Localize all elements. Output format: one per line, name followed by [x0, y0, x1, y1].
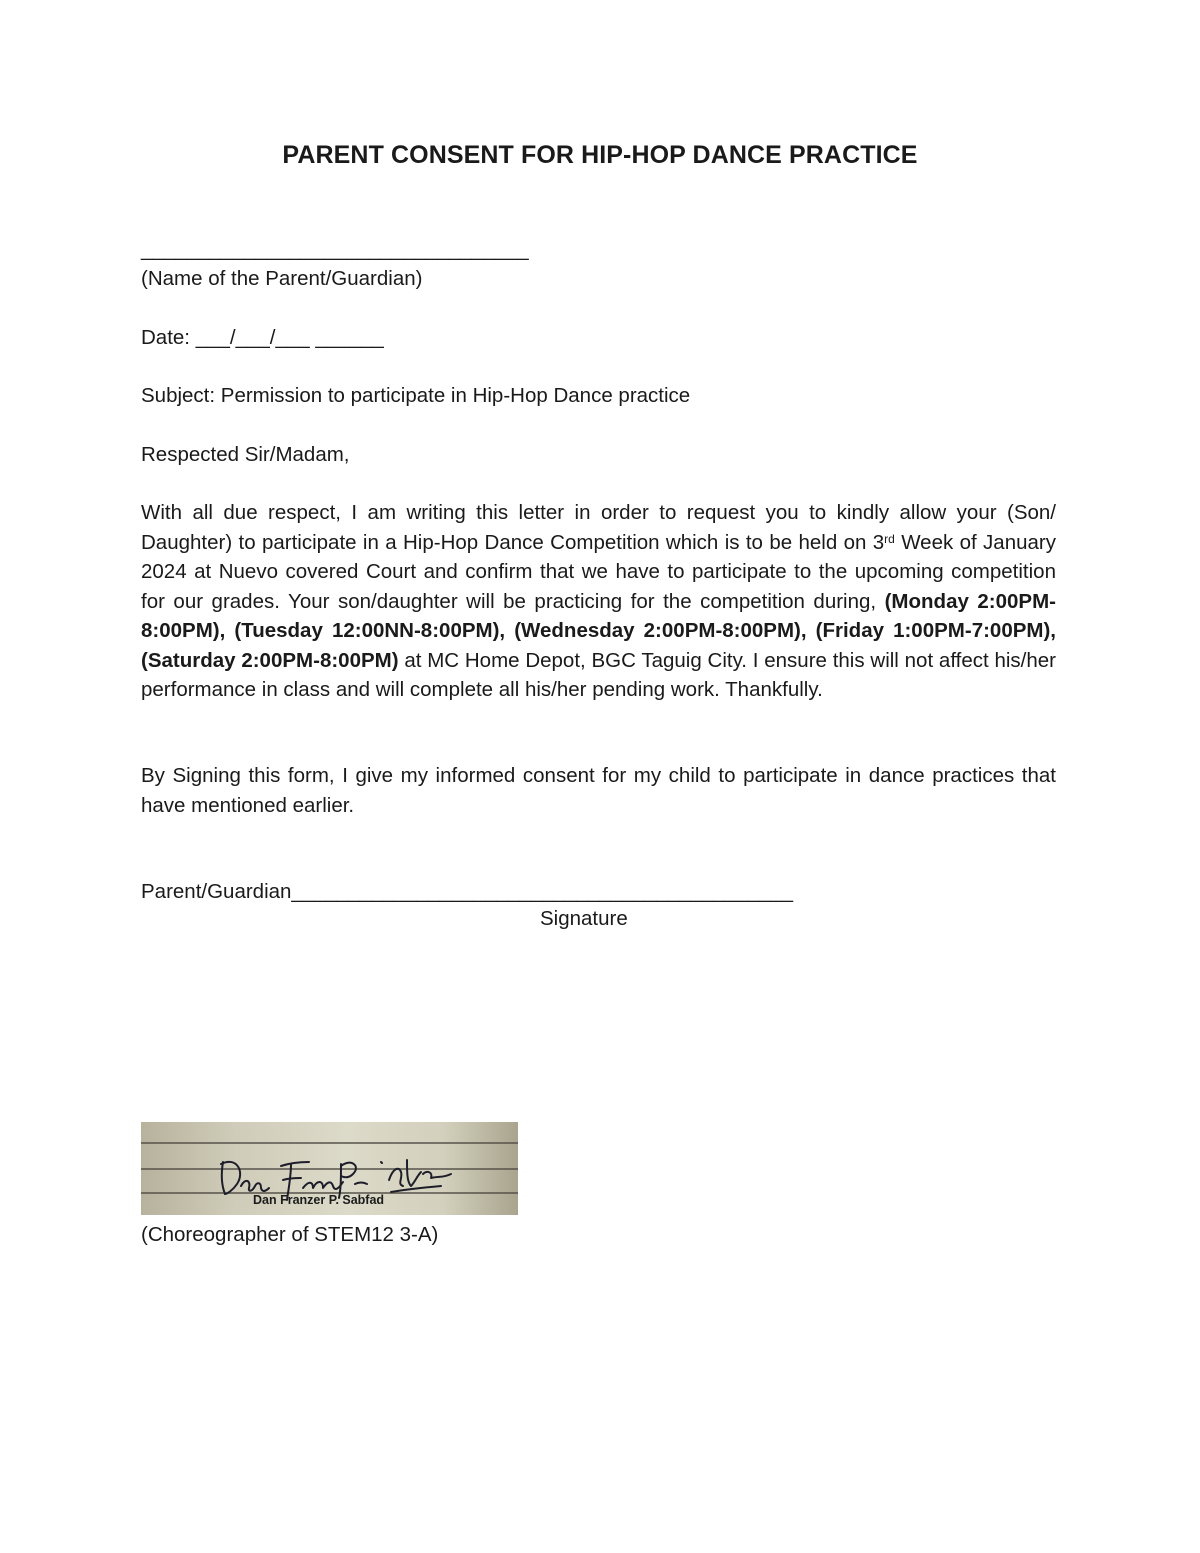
- request-paragraph: [141, 498, 1056, 705]
- salutation: Respected Sir/Madam,: [141, 443, 350, 466]
- parent-name-blank: __________________________________: [141, 238, 529, 261]
- practice-schedule: (Monday 2:00PM- 8:00PM), (Tuesday 12:00NN-8:00PM), (Wednesday 2:00PM-8:00PM), (Friday 1:00PM-7:00PM), (Saturday 2:00PM-8:00PM): [141, 589, 1056, 672]
- date-line: Date: ___/___/___ ______: [141, 326, 384, 349]
- ordinal-superscript: rd: [884, 531, 895, 546]
- body-text-part2: Week of January 2024 at Nuevo covered Court and confirm that we have to participate to the upcoming competition for our grades. Your son/daughter will be practicing for the competition during,: [141, 530, 1056, 613]
- body-text-part3: at MC Home Depot, BGC Taguig City. I ensure this will not affect his/her performance in class and will complete all his/her pending work. Thankfully.: [141, 648, 1056, 701]
- signature-caption: Signature: [540, 907, 628, 930]
- parent-name-label: (Name of the Parent/Guardian): [141, 267, 423, 290]
- consent-paragraph: By Signing this form, I give my informed consent for my child to participate in dance practices that have mentioned earlier.: [141, 764, 1056, 817]
- choreographer-signature-image: [141, 1122, 518, 1215]
- signature-printed-name: Dan Franzer P. Sabfad: [253, 1193, 385, 1207]
- subject-line: Subject: Permission to participate in Hip-Hop Dance practice: [141, 384, 691, 407]
- parent-signature-line: Parent/Guardian____________________________________________: [141, 880, 794, 903]
- choreographer-caption: (Choreographer of STEM12 3-A): [141, 1223, 439, 1246]
- document-title: PARENT CONSENT FOR HIP-HOP DANCE PRACTICE: [282, 141, 918, 169]
- body-text-part1: With all due respect, I am writing this letter in order to request you to kindly allow your (Son/ Daughter) to participate in a Hip-Hop Dance Competition which is to be held on 3: [141, 501, 1056, 554]
